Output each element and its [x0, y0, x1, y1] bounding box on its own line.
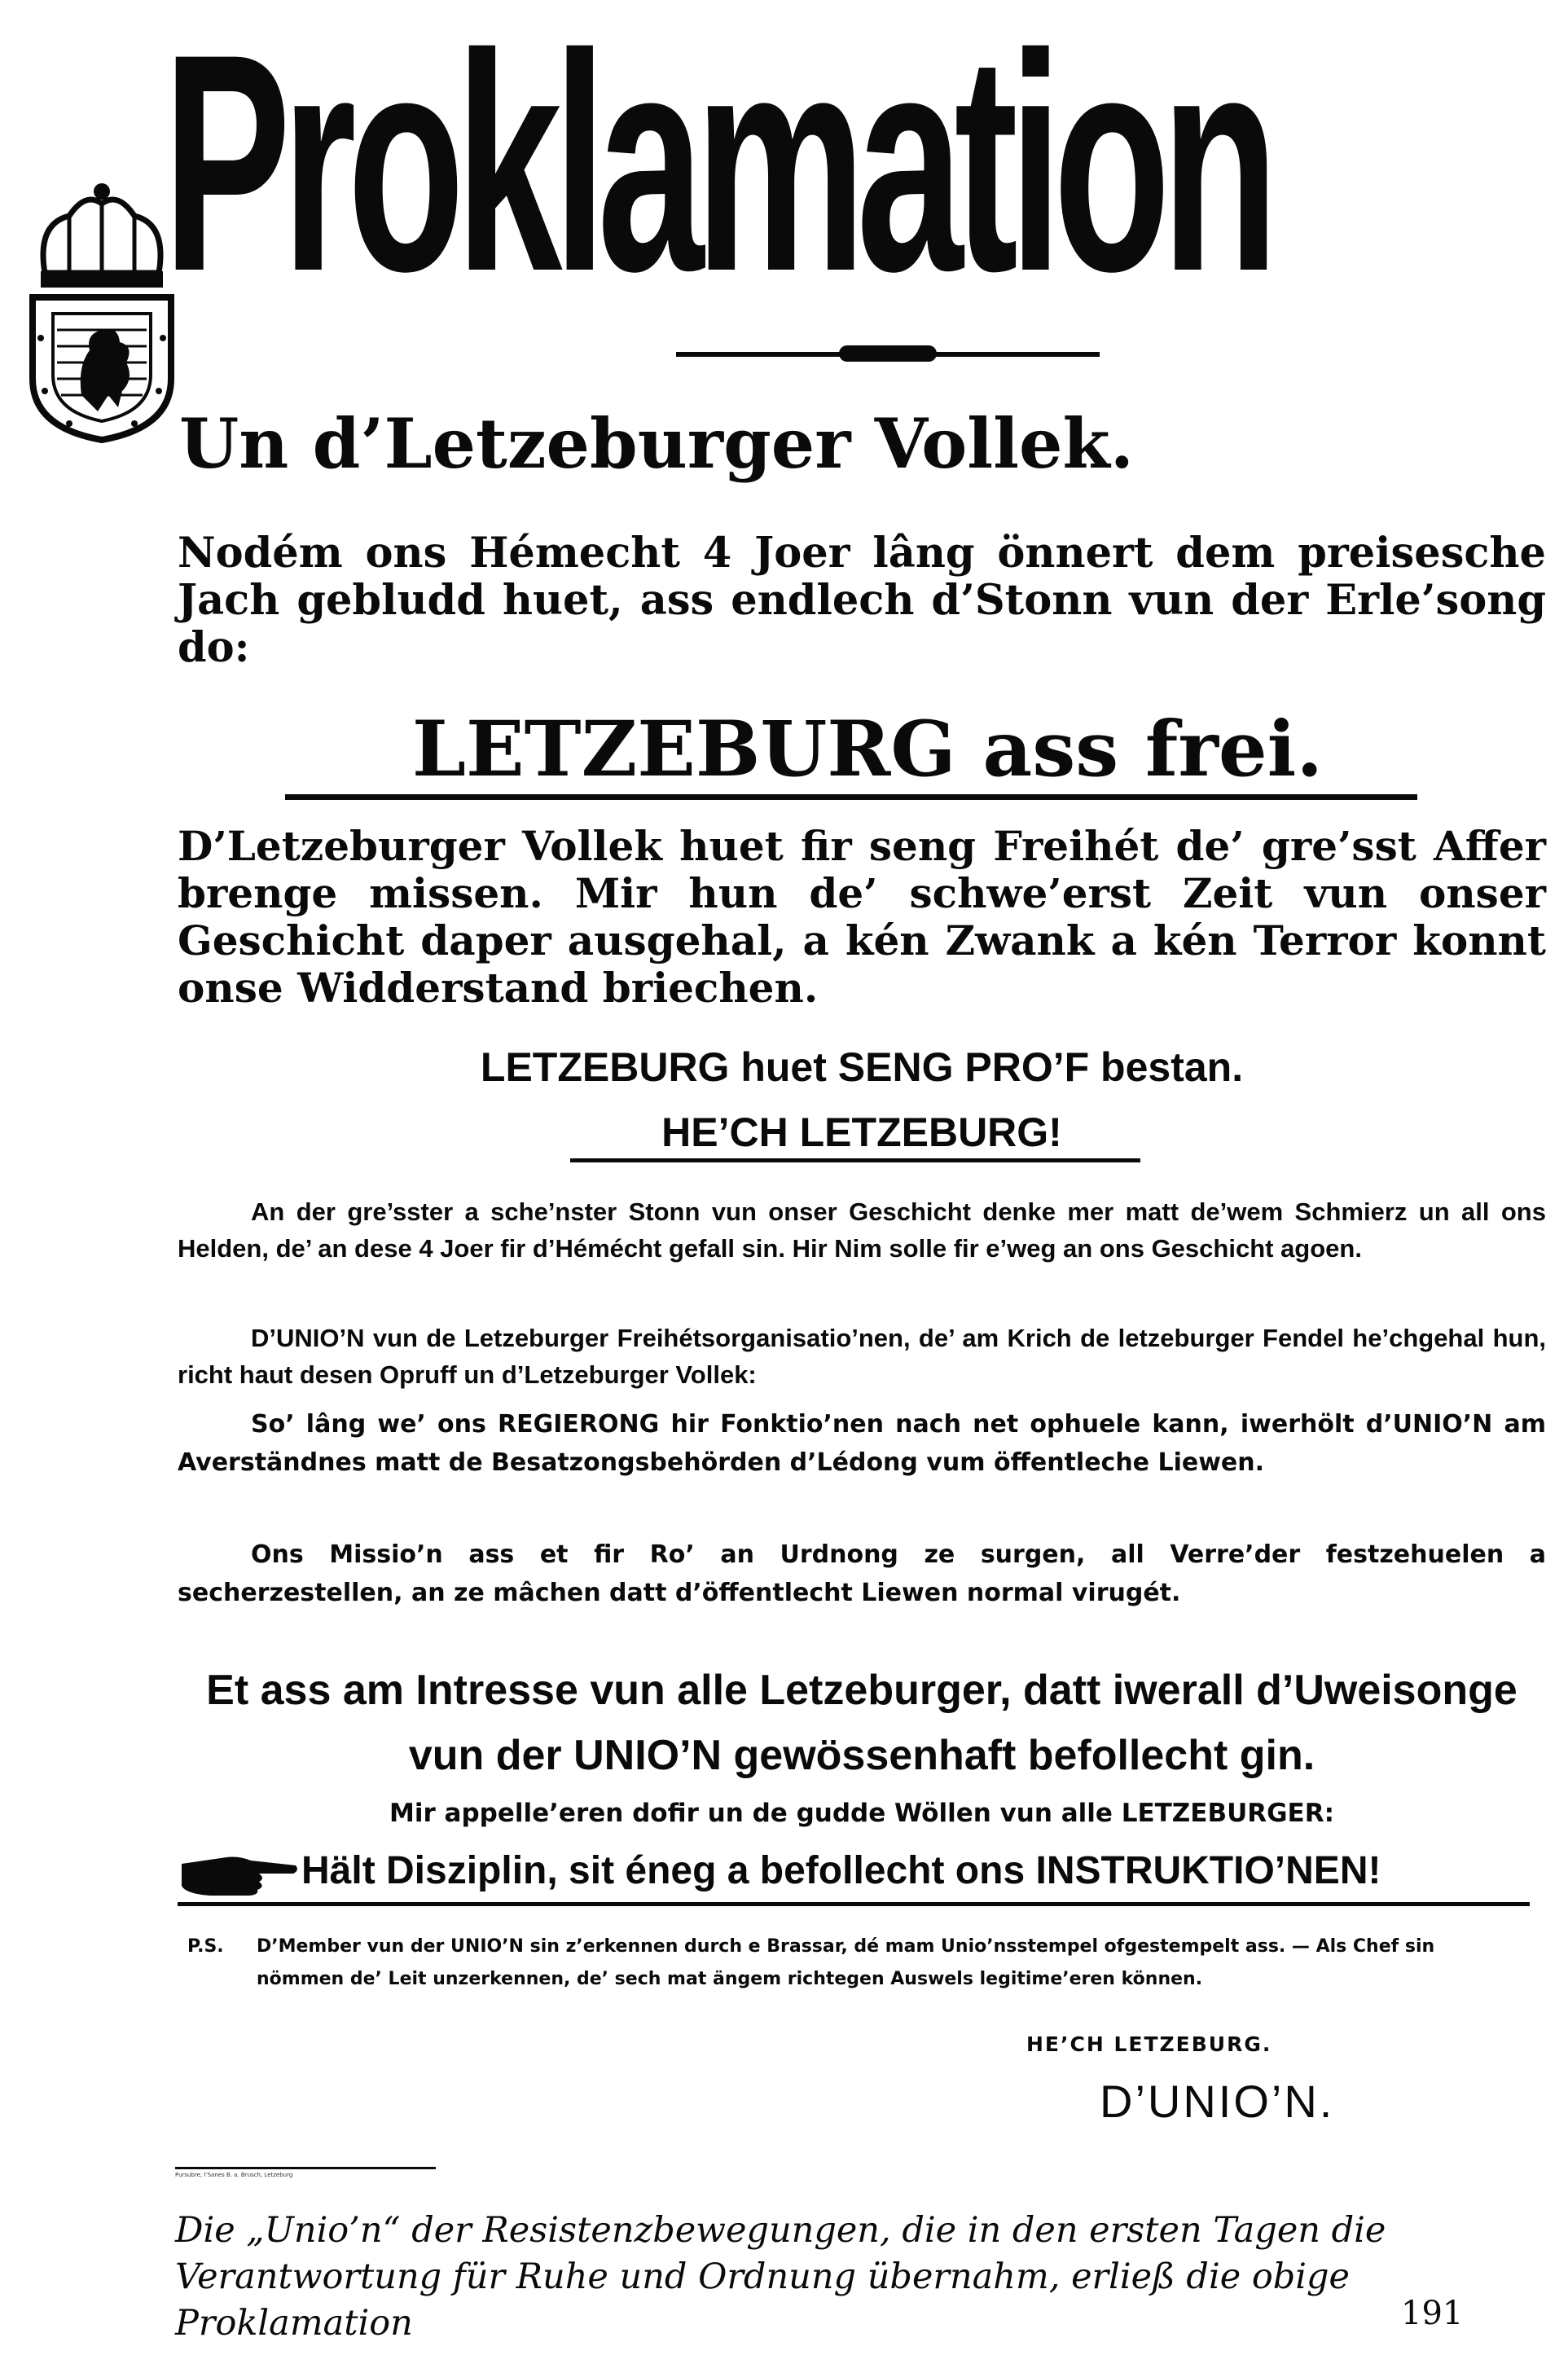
ps-text: D’Member vun der UNIO’N sin z’erkennen durch e Brassar, dé mam Unio’nsstempel ofgestempelt ass. — Als Chef sin nömmen de’ Leit unzerkennen, de’ sech mat ängem richtegen Auswels legitime’eren können.	[257, 1936, 1435, 1989]
ps-label: P.S.	[187, 1936, 224, 1957]
cheer-underline	[570, 1158, 1140, 1162]
instruction-underline	[178, 1902, 1530, 1906]
signoff-big: D’UNIO’N.	[1100, 2076, 1335, 2127]
freedom-headline-underline	[285, 794, 1417, 800]
sacrifice-paragraph: D’Letzeburger Vollek huet fir seng Freihét de’ gre’sst Affer brenge missen. Mir hun de’ schwe’erst Zeit vun onser Geschicht daper ausgehal, a kén Zwank a kén Terror konnt onse Widderstand briechen.	[178, 822, 1546, 1012]
instruction-line: Hält Disziplin, sit éneg a befollecht ons INSTRUKTIO’NEN!	[301, 1849, 1381, 1892]
union-paragraph: D’UNIO’N vun de Letzeburger Freihétsorganisatio’nen, de’ am Krich de letzeburger Fendel he’chgehal hun, richt haut desen Opruff un d’Letzeburger Vollek:	[178, 1324, 1546, 1389]
mission-paragraph: Ons Missio’n ass et fir Ro’ an Urdnong ze surgen, all Verre’der festzehuelen a secherzestellen, an ze mâchen datt d’öffentlecht Liewen normal virugét.	[178, 1540, 1546, 1607]
proof-line: LETZEBURG huet SENG PRO’F bestan.	[480, 1044, 1244, 1090]
appeal-line: Mir appelle’eren dofir un de gudde Wöllen vun alle LETZEBURGER:	[389, 1799, 1335, 1828]
pointing-hand-icon	[178, 1849, 300, 1898]
memorial-paragraph: An der gre’sster a sche’nster Stonn vun onser Geschicht denke mer matt de’wem Schmierz un all ons Helden, de’ an dese 4 Joer fir d’Hémécht gefall sin. Hir Nim solle fir e’weg an ons Geschicht agoen.	[178, 1197, 1546, 1263]
intro-paragraph: Nodém ons Hémecht 4 Joer lâng önnert dem preisesche Jach gebludd huet, ass endlech d’Stonn vun der Erle’song do:	[178, 529, 1546, 672]
cheer-line: HE’CH LETZEBURG!	[661, 1109, 1062, 1155]
poster-title: Proklamation	[163, 0, 1270, 336]
printer-note: Pursubre, l’Sanes B. a. Brusch, Letzeburg	[175, 2167, 436, 2179]
government-paragraph: So’ lâng we’ ons REGIERONG hir Fonktio’nen nach net ophuele kann, iwerhölt d’UNIO’N am Averständnes matt de Besatzongsbehörden d’Lédong vum öffentleche Liewen.	[178, 1410, 1546, 1477]
title-divider-ornament	[839, 345, 937, 362]
page-number: 191	[1401, 2295, 1464, 2332]
signoff-small: HE’CH LETZEBURG.	[1026, 2032, 1272, 2056]
book-caption: Die „Unio’n“ der Resistenzbewegungen, die in den ersten Tagen die Verantwortung für Ruhe und Ordnung übernahm, erließ die obige Proklamation	[175, 2210, 1386, 2344]
freedom-headline: LETZEBURG ass frei.	[411, 705, 1324, 794]
big-notice: Et ass am Intresse vun alle Letzeburger, datt iwerall d’Uweisonge vun der UNIO’N gewössenhaft befollecht gin.	[206, 1667, 1517, 1779]
poster-address-heading: Un d’Letzeburger Vollek.	[179, 403, 1134, 484]
